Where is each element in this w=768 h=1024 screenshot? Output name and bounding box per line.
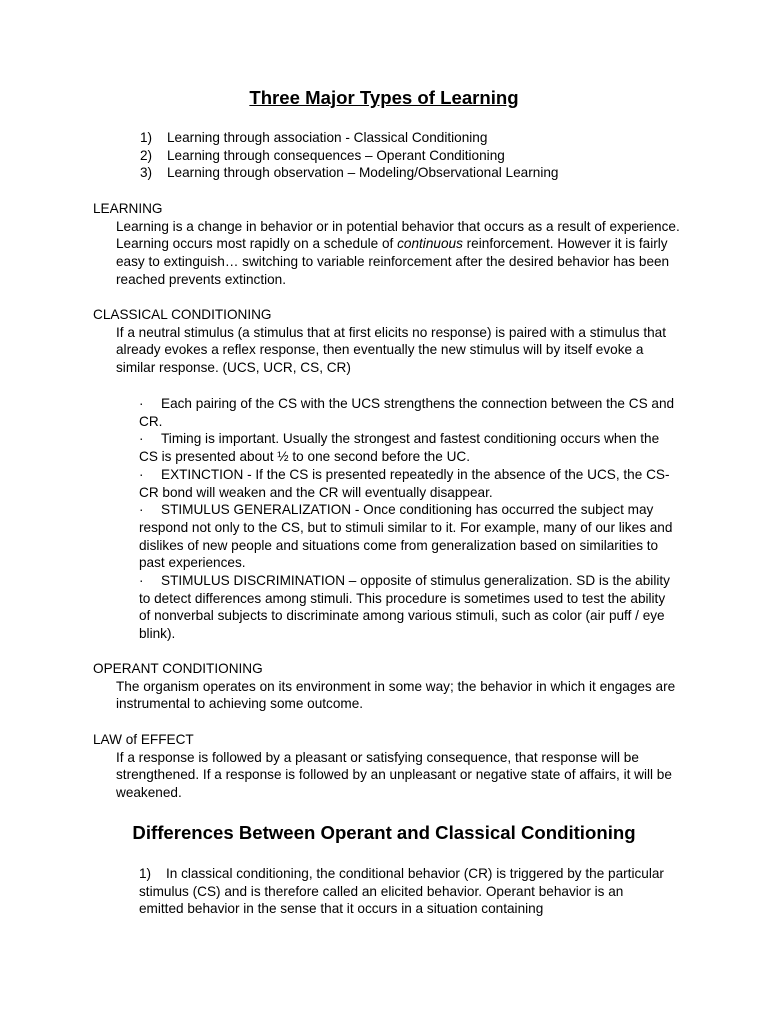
learning-types-list: [140, 129, 700, 182]
bullet-text: STIMULUS GENERALIZATION - Once conditioning has occurred the subject may respond not only to the CS, but to stimuli similar to it. For example, many of our likes and dislikes of new people and situations come from generalization based on similarities to past experiences.: [139, 502, 673, 571]
section-body: If a neutral stimulus (a stimulus that at first elicits no response) is paired with a stimulus that already evokes a reflex response, then eventually the new stimulus will by itself evoke a similar response. (UCS, UCR, CS, CR): [116, 324, 667, 376]
list-item: [140, 129, 700, 147]
list-number: 1): [140, 130, 153, 145]
section-heading: LAW of EFFECT: [93, 732, 194, 747]
bullet-text: Each pairing of the CS with the UCS strengthens the connection between the CS and CR.: [139, 396, 675, 429]
learning-section: [93, 200, 693, 289]
classical-conditioning-section: [93, 306, 693, 377]
body-italic-text: continuous: [397, 236, 463, 252]
bullet-symbol: ·: [139, 431, 144, 447]
section-heading: LEARNING: [93, 201, 163, 216]
list-item: [140, 147, 700, 165]
page-title: Three Major Types of Learning: [249, 87, 519, 108]
bullet-text: EXTINCTION - If the CS is presented repeatedly in the absence of the UCS, the CS-CR bond will weaken and the CR will eventually disappear.: [139, 466, 670, 500]
bullet-text: Timing is important. Usually the strongest and fastest conditioning occurs when the CS is presented about ½ to one second before the UC.: [139, 431, 660, 465]
list-item: [140, 164, 700, 182]
bullet-symbol: ·: [139, 502, 144, 518]
bullet-symbol: ·: [139, 573, 144, 589]
list-number: 2): [140, 147, 153, 163]
list-number: 1): [139, 866, 152, 881]
differences-heading: Differences Between Operant and Classical Conditioning: [132, 822, 636, 843]
differences-item: [139, 865, 669, 918]
body-text: reinforcement. However it is fairly easy to extinguish… switching to variable reinforcement after the desired behavior has been reached prevents extinction.: [116, 236, 670, 287]
list-text: Learning through consequences – Operant Conditioning: [167, 147, 505, 163]
law-of-effect-section: [93, 731, 693, 802]
bullet-item: [139, 395, 679, 430]
section-body: [93, 218, 681, 289]
bullet-item: [139, 501, 679, 572]
section-heading: CLASSICAL CONDITIONING: [93, 307, 272, 322]
operant-conditioning-section: [93, 660, 693, 713]
bullet-item: [139, 466, 679, 501]
section-body: The organism operates on its environment in some way; the behavior in which it engages are instrumental to achieving some outcome.: [116, 678, 676, 712]
bullet-symbol: ·: [139, 396, 144, 411]
bullet-item: [139, 572, 679, 643]
bullet-symbol: ·: [139, 466, 144, 482]
list-number: 3): [140, 165, 153, 181]
list-text: Learning through association - Classical Conditioning: [167, 130, 488, 145]
bullet-item: [139, 430, 679, 465]
section-heading: OPERANT CONDITIONING: [93, 661, 263, 676]
classical-bullet-list: [139, 395, 679, 643]
bullet-text: STIMULUS DISCRIMINATION – opposite of stimulus generalization. SD is the ability to detect differences among stimuli. This procedure is sometimes used to test the ability of nonverbal subjects to discriminate among various stimuli, such as color (air puff / eye blink).: [139, 573, 670, 642]
list-text: Learning through observation – Modeling/Observational Learning: [167, 165, 559, 181]
section-body: If a response is followed by a pleasant or satisfying consequence, that response will be strengthened. If a response is followed by an unpleasant or negative state of affairs, it will be weakened.: [116, 749, 672, 801]
body-text: Learning is a change in behavior or in potential behavior that occurs as a result of experience. Learning occurs most rapidly on a schedule of: [116, 218, 680, 252]
list-text: In classical conditioning, the conditional behavior (CR) is triggered by the particular stimulus (CS) and is therefore called an elicited behavior. Operant behavior is an emitted behavior in the sense that it occurs in a situation containing: [139, 866, 664, 917]
